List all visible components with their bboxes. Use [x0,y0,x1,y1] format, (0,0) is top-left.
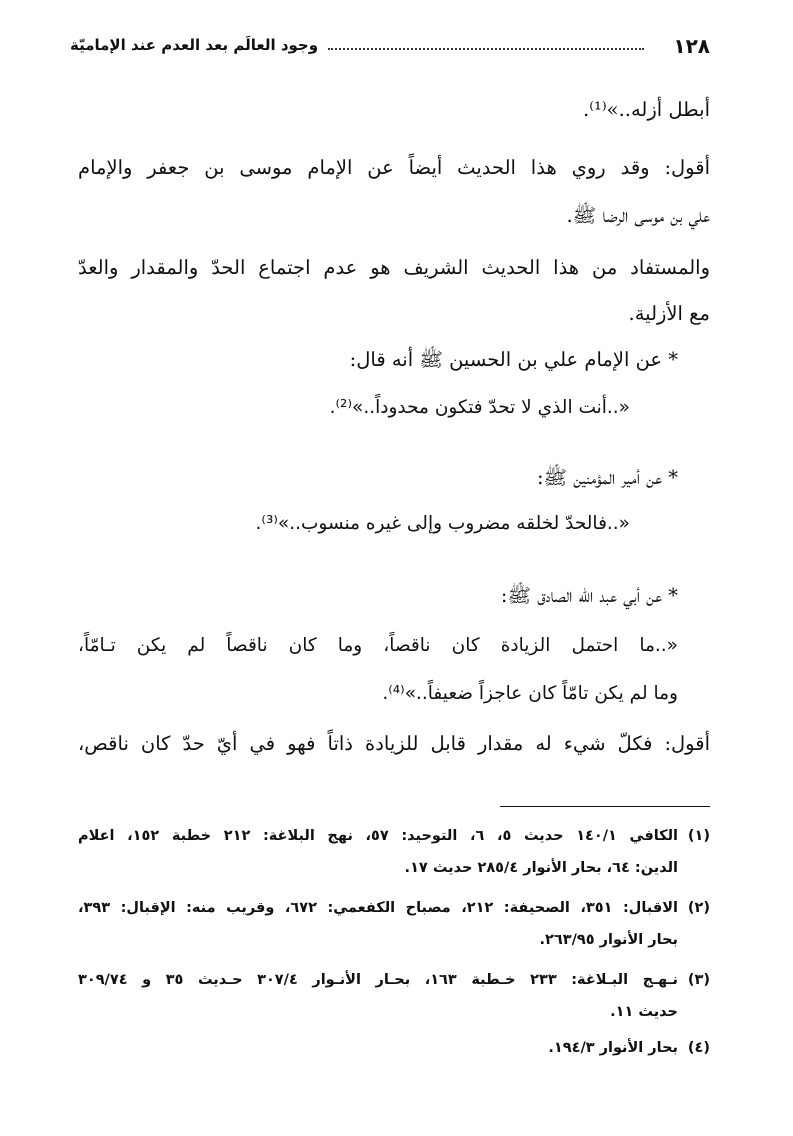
footnote-1-continuation [405,854,710,882]
footnote-1 [78,822,710,850]
hadith-quote: «..أنت الذي لا تحدّ فتكون محدوداً..»⁽²⁾. [329,397,630,418]
hadith-quote: وما لم يكن تامّاً كان عاجزاً ضعيفاً..»⁽⁴⁾. [382,683,678,704]
body-line: أبطل أزله..»⁽¹⁾. [583,98,710,121]
footnote-2 [78,894,710,922]
hadith-quote: «..فالحدّ لخلقه مضروب وإلى غيره منسوب..»⁽³⁾. [255,513,630,534]
footnote-text: بحار الأنوار ١٩٤/٣. [548,1040,678,1056]
narration-heading: * عن الإمام علي بن الحسين ﷺ أنه قال: [349,348,678,371]
body-line: مع الأزلية. [628,302,710,325]
footnote-text: بحار الأنوار ٢٦٣/٩٥. [539,932,678,948]
body-line: والمستفاد من هذا الحديث الشريف هو عدم اجتماع الحدّ والمقدار والعدّ [78,256,710,279]
body-line: أقول: وقد روي هذا الحديث أيضاً عن الإمام موسى بن جعفر والإمام [78,156,710,179]
footnote-number: (٣) [687,972,710,988]
narration-heading: * عن أبي عبد الله الصادق ﷺ: [500,584,678,607]
footnote-text: الكافي ١٤٠/١ حديث ٥، ٦، التوحيد: ٥٧، نهج البلاغة: ٢١٢ خطبة ١٥٢، اعلام [78,828,678,844]
footnote-number: (٤) [687,1040,710,1056]
footnote-4 [548,1034,710,1062]
page-header [70,32,710,62]
footnote-text: حديث ١١. [610,1004,678,1020]
footnote-text: نـهـج البـلاغة: ٢٣٣ خـطبة ١٦٣، بحـار الأنـوار ٣٠٧/٤ حـديث ٣٥ و ٣٠٩/٧٤ [78,972,678,988]
footnote-text: الاقبال: ٣٥١، الصحيفة: ٢١٢، مصباح الكفعمي: ٦٧٢، وقريب منه: الإقبال: ٣٩٣، [78,900,678,916]
narration-heading: * عن أمير المؤمنين ﷺ: [536,466,678,489]
body-line: علي بن موسى الرضا ﷺ. [566,204,710,227]
footnote-2-continuation [540,926,710,954]
header-dotted-leader [328,48,644,50]
footnote-number: (٢) [687,900,710,916]
body-line: أقول: فكلّ شيء له مقدار قابل للزيادة ذاتاً فهو في أيّ حدّ كان ناقص، [78,732,710,755]
page-number: ١٢٨ [673,34,710,58]
footnote-number: (١) [687,828,710,844]
hadith-quote: «..ما احتمل الزيادة كان ناقصاً، وما كان ناقصاً لم يكن تـامّاً، [78,635,678,656]
footnote-3-continuation [610,998,710,1026]
footnote-separator [500,806,710,807]
footnote-3 [78,966,710,994]
running-title: وجود العالَم بعد العدم عند الإماميّة [70,36,319,54]
footnote-text: الدين: ٦٤، بحار الأنوار ٢٨٥/٤ حديث ١٧. [404,860,678,876]
